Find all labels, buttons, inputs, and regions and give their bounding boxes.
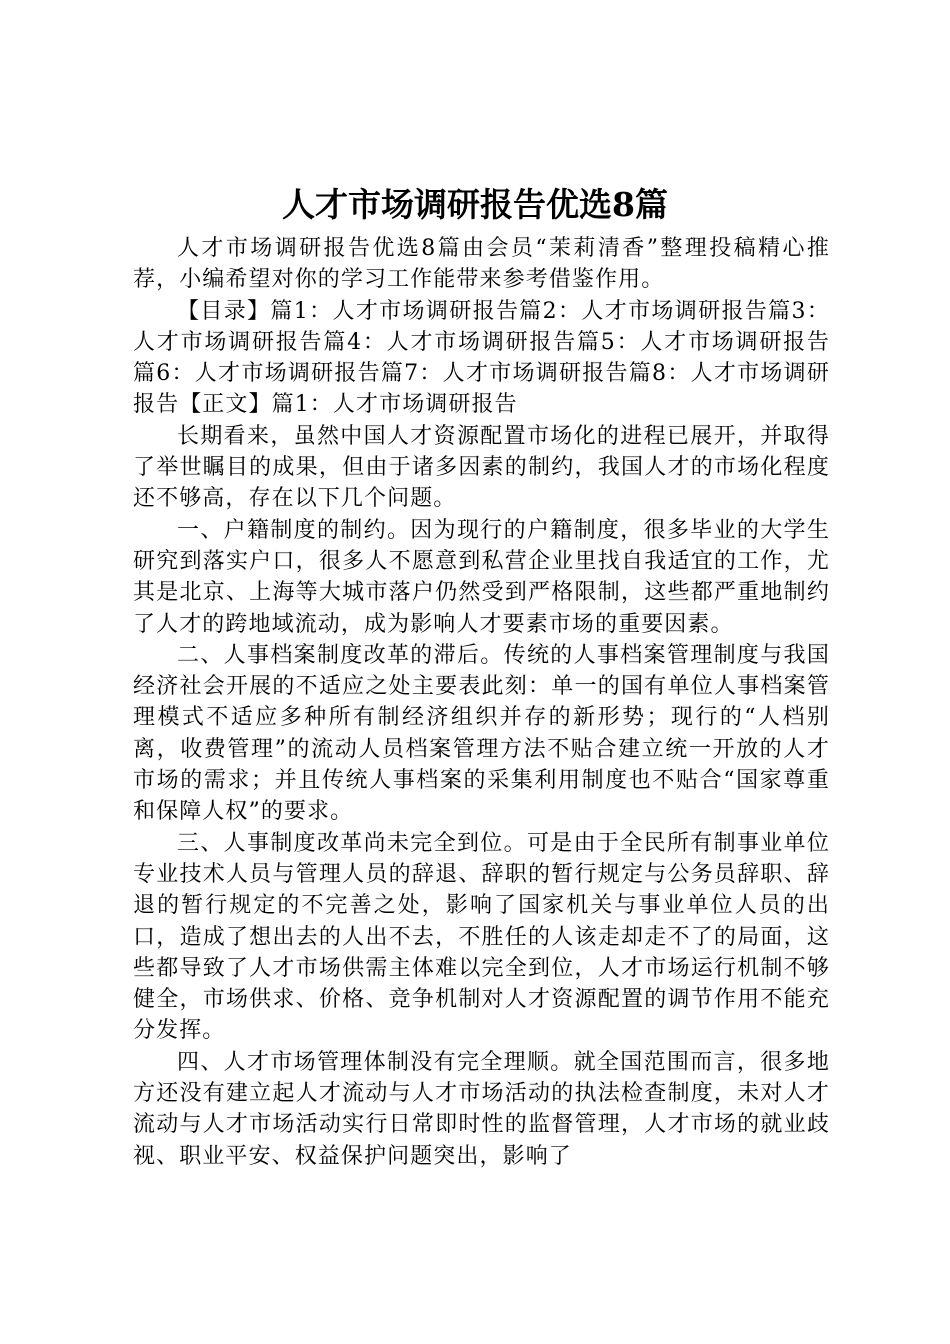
document-body (133, 233, 830, 1172)
body-paragraph: 二、人事档案制度改革的滞后。传统的人事档案管理制度与我国经济社会开展的不适应之处主要表此刻：单一的国有单位人事档案管理模式不适应多种所有制经济组织并存的新形势；现行的“人档别离，收费管理”的流动人员档案管理方法不贴合建立统一开放的人才市场的需求；并且传统人事档案的采集利用制度也不贴合“国家尊重和保障人权”的要求。 (133, 642, 830, 825)
intro-paragraph: 人才市场调研报告优选8篇由会员“茉莉清香”整理投稿精心推荐，小编希望对你的学习工作能带来参考借鉴作用。 (133, 236, 830, 293)
body-paragraph: 一、户籍制度的制约。因为现行的户籍制度，很多毕业的大学生研究到落实户口，很多人不愿意到私营企业里找自我适宜的工作，尤其是北京、上海等大城市落户仍然受到严格限制，这些都严重地制约了人才的跨地域流动，成为影响人才要素市场的重要因素。 (133, 517, 830, 637)
body-paragraph: 四、人才市场管理体制没有完全理顺。就全国范围而言，很多地方还没有建立起人才流动与人才市场活动的执法检查制度，未对人才流动与人才市场活动实行日常即时性的监督管理，人才市场的就业歧视、职业平安、权益保护问题突出，影响了 (133, 1049, 830, 1169)
body-paragraph: 长期看来，虽然中国人才资源配置市场化的进程已展开，并取得了举世瞩目的成果，但由于诸多因素的制约，我国人才的市场化程度还不够高，存在以下几个问题。 (133, 423, 830, 512)
table-of-contents-paragraph: 【目录】篇1：人才市场调研报告篇2：人才市场调研报告篇3：人才市场调研报告篇4：人才市场调研报告篇5：人才市场调研报告篇6：人才市场调研报告篇7：人才市场调研报告篇8：人才市场调研报告【正文】篇1：人才市场调研报告 (133, 298, 830, 418)
body-paragraph: 三、人事制度改革尚未完全到位。可是由于全民所有制事业单位专业技术人员与管理人员的辞退、辞职的暂行规定与公务员辞职、辞退的暂行规定的不完善之处，影响了国家机关与事业单位人员的出口，造成了想出去的人出不去，不胜任的人该走却走不了的局面，这些都导致了人才市场供需主体难以完全到位，人才市场运行机制不够健全，市场供求、价格、竞争机制对人才资源配置的调节作用不能充分发挥。 (133, 830, 830, 1044)
document-title: 人才市场调研报告优选8篇 (282, 185, 668, 224)
